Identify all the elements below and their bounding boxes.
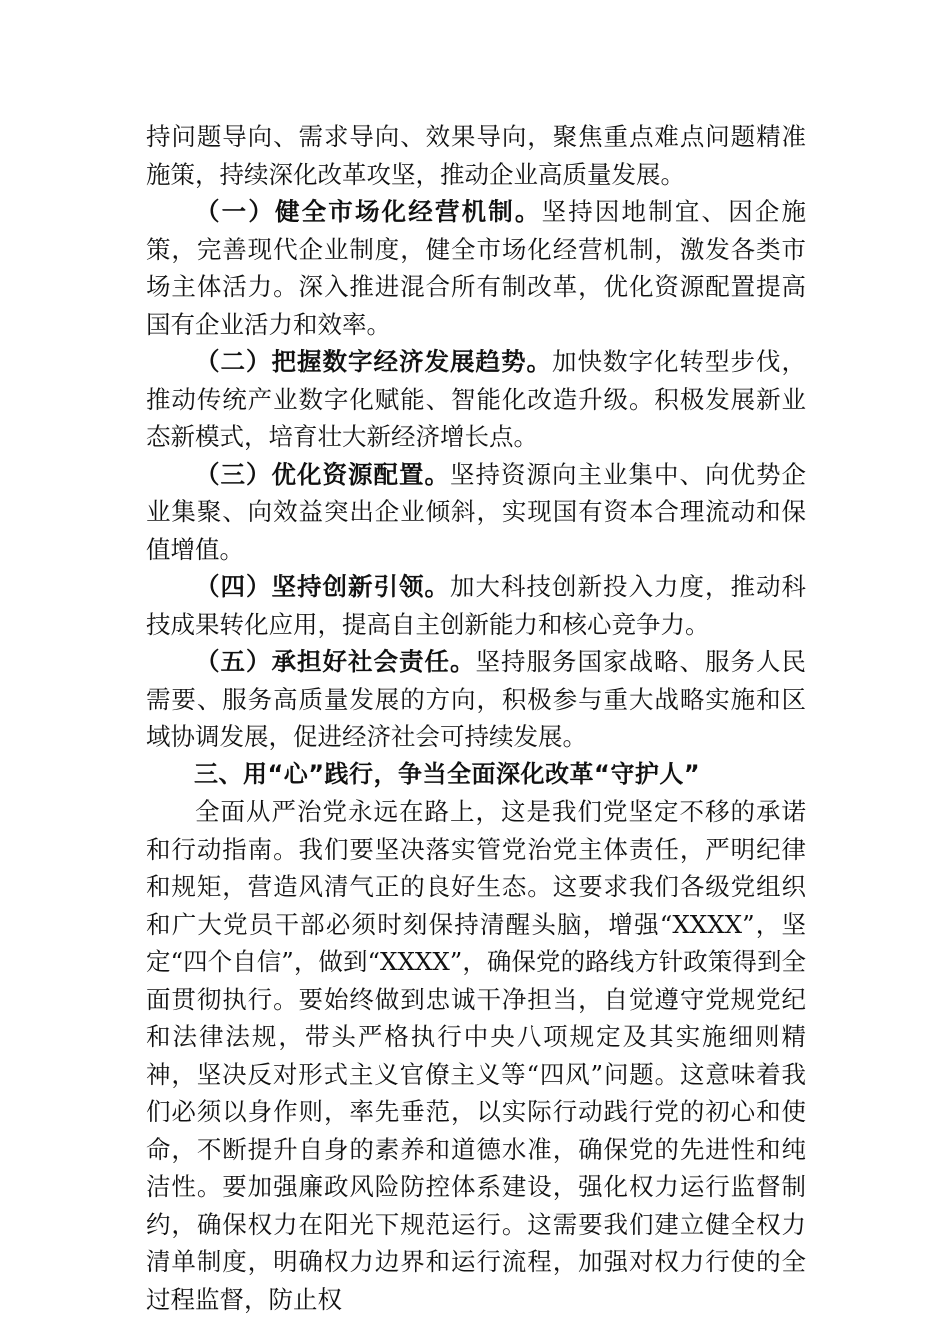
item-4-body: 加大科技创新投入力度，推动科技成果转化应用，提高自主创新能力和核心竞争力。	[146, 572, 806, 639]
item-1-body: 坚持因地制宜、因企施策，完善现代企业制度，健全市场化经营机制，激发各类市场主体活力。深入推进混合所有制改革，优化资源配置提高国有企业活力和效率。	[146, 197, 807, 339]
paragraph-item-2	[146, 343, 806, 456]
paragraph-item-4	[146, 568, 806, 643]
paragraph-item-1	[146, 193, 806, 343]
paragraph-section-3-body: 全面从严治党永远在路上，这是我们党坚定不移的承诺和行动指南。我们要坚决落实管党治党主体责任，严明纪律和规矩，营造风清气正的良好生态。这要求我们各级党组织和广大党员干部必须时刻保持清醒头脑，增强“XXXX”，坚定“四个自信”，做到“XXXX”，确保党的路线方针政策得到全面贯彻执行。要始终做到忠诚干净担当，自觉遵守党规党纪和法律法规，带头严格执行中央八项规定及其实施细则精神，坚决反对形式主义官僚主义等“四风”问题。这意味着我们必须以身作则，率先垂范，以实际行动践行党的初心和使命，不断提升自身的素养和道德水准，确保党的先进性和纯洁性。要加强廉政风险防控体系建设，强化权力运行监督制约，确保权力在阳光下规范运行。这需要我们建立健全权力清单制度，明确权力边界和运行流程，加强对权力行使的全过程监督，防止权	[146, 797, 806, 1314]
item-1-heading: （一）健全市场化经营机制。	[195, 197, 542, 226]
paragraph-continuation: 持问题导向、需求导向、效果导向，聚焦重点难点问题精准施策，持续深化改革攻坚，推动企业高质量发展。	[146, 122, 806, 189]
item-2-body: 加快数字化转型步伐，推动传统产业数字化赋能、智能化改造升级。积极发展新业态新模式，培育壮大新经济增长点。	[146, 347, 806, 451]
item-3-heading: （三）优化资源配置。	[195, 459, 450, 489]
item-2-heading: （二）把握数字经济发展趋势。	[195, 347, 552, 376]
section-heading-3: 三、用“心”践行，争当全面深化改革“守护人”	[194, 759, 701, 788]
item-5-heading: （五）承担好社会责任。	[195, 647, 476, 676]
paragraph-item-3	[146, 456, 806, 569]
item-4-heading: （四）坚持创新引领。	[195, 572, 450, 601]
document-page	[146, 118, 806, 1318]
item-3-body: 坚持资源向主业集中、向优势企业集聚、向效益突出企业倾斜，实现国有资本合理流动和保值增值。	[146, 459, 806, 564]
item-5-body: 坚持服务国家战略、服务人民需要、服务高质量发展的方向，积极参与重大战略实施和区域协调发展，促进经济社会可持续发展。	[146, 647, 806, 751]
paragraph-item-5	[146, 643, 806, 756]
